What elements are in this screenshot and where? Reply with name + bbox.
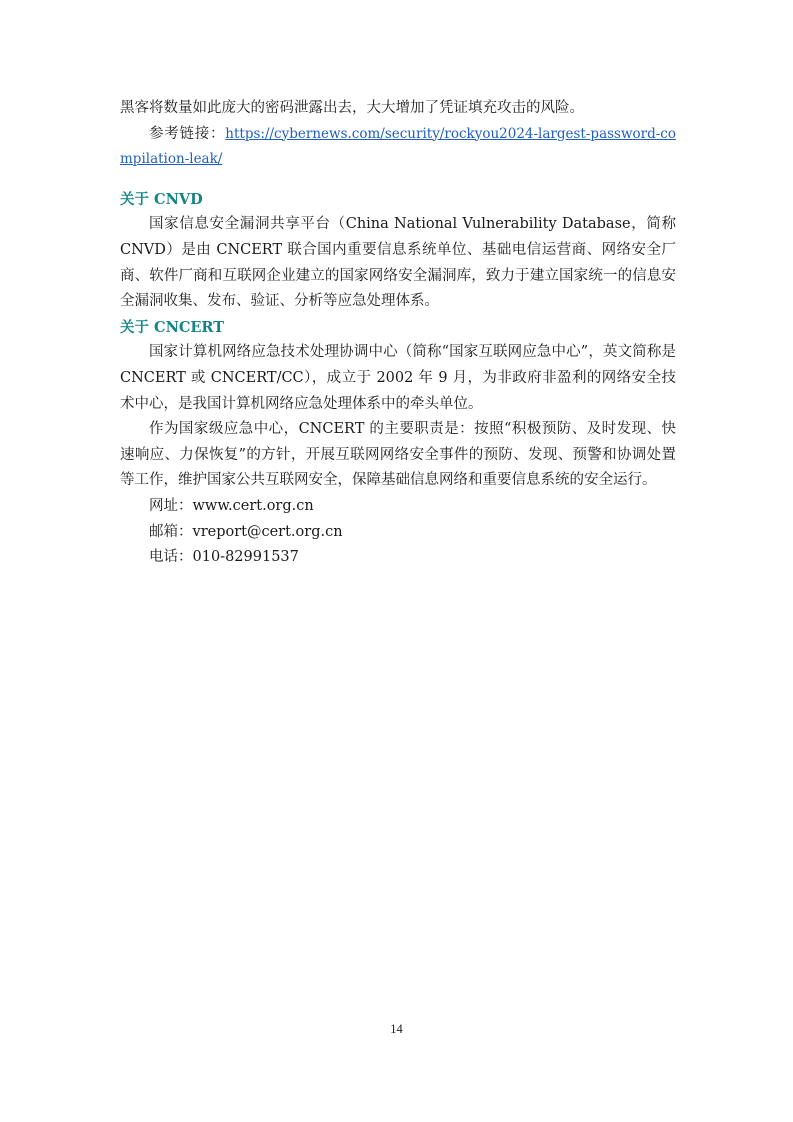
document-page bbox=[120, 96, 676, 571]
page-number: 14 bbox=[390, 1022, 403, 1036]
contact-email: 邮箱：vreport@cert.org.cn bbox=[149, 523, 343, 540]
cnvd-heading: 关于 CNVD bbox=[120, 190, 203, 208]
cncert-heading: 关于 CNCERT bbox=[120, 318, 225, 336]
cncert-paragraph-intro: 国家计算机网络应急技术处理协调中心（简称“国家互联网应急中心”，英文简称是 CNCERT 或 CNCERT/CC），成立于 2002 年 9 月，为非政府非盈利的网络安全技术中心，是我国计算机网络应急处理体系中的牵头单位。 bbox=[120, 344, 676, 412]
cnvd-paragraph: 国家信息安全漏洞共享平台（China National Vulnerability Database，简称 CNVD）是由 CNCERT 联合国内重要信息系统单位、基础电信运营商、网络安全厂商、软件厂商和互联网企业建立的国家网络安全漏洞库，致力于建立国家统一的信息安全漏洞收集、发布、验证、分析等应急处理体系。 bbox=[120, 216, 676, 310]
contact-phone: 电话：010-82991537 bbox=[149, 549, 299, 566]
reference-link[interactable]: https://cybernews.com/security/rockyou2024-largest-password-compilation-leak/ bbox=[120, 125, 676, 168]
reference-label: 参考链接： bbox=[149, 125, 226, 142]
intro-continuation: 黑客将数量如此庞大的密码泄露出去，大大增加了凭证填充攻击的风险。 bbox=[120, 100, 584, 116]
contact-website: 网址：www.cert.org.cn bbox=[149, 497, 314, 514]
cncert-paragraph-duties: 作为国家级应急中心，CNCERT 的主要职责是：按照“积极预防、及时发现、快速响应、力保恢复”的方针，开展互联网网络安全事件的预防、发现、预警和协调处置等工作，维护国家公共互联网安全，保障基础信息网络和重要信息系统的安全运行。 bbox=[120, 421, 676, 489]
reference-line bbox=[120, 122, 676, 173]
